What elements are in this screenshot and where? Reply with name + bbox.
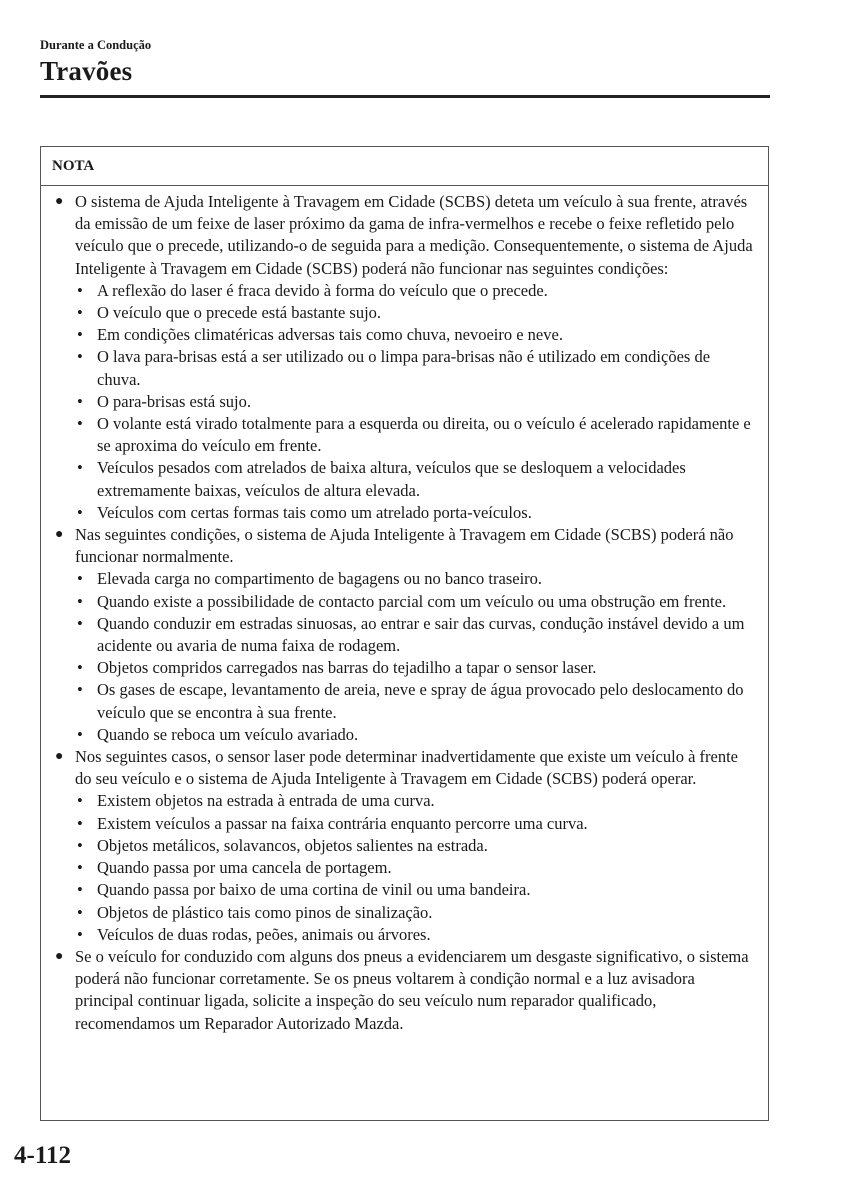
sub-list-item [75, 857, 754, 879]
sub-item-text: A reflexão do laser é fraca devido à forma do veículo que o precede. [97, 280, 548, 300]
sub-item-text: O volante está virado totalmente para a esquerda ou direita, ou o veículo é acelerado rapidamente e se aproxima do veículo em frente. [97, 414, 751, 456]
sub-bullet-icon: • [77, 591, 83, 611]
sub-bullet-icon: • [77, 325, 83, 345]
note-item [51, 946, 754, 1035]
sub-bullet-icon: • [77, 680, 83, 700]
sub-list-item [75, 568, 754, 590]
sub-bullet-icon: • [77, 880, 83, 900]
note-item [51, 191, 754, 524]
note-item-text: Se o veículo for conduzido com alguns dos pneus a evidenciarem um desgaste significativo, o sistema poderá não funcionar corretamente. Se os pneus voltarem à condição normal e a luz avisadora principal continuar ligada, solicite a inspeção do seu veículo num reparador qualificado, recomendamos um Reparador Autorizado Mazda. [75, 946, 749, 1033]
sub-item-text: Veículos com certas formas tais como um atrelado porta-veículos. [97, 502, 532, 522]
sub-list [75, 280, 754, 524]
sub-list-item [75, 924, 754, 946]
sub-list-item [75, 657, 754, 679]
sub-bullet-icon: • [77, 280, 83, 300]
sub-list-item [75, 902, 754, 924]
page-title: Travões [40, 56, 133, 86]
sub-item-text: Veículos de duas rodas, peões, animais ou árvores. [97, 924, 431, 944]
sub-list-item [75, 391, 754, 413]
sub-list-item [75, 457, 754, 501]
sub-bullet-icon: • [77, 791, 83, 811]
sub-item-text: O lava para-brisas está a ser utilizado ou o limpa para-brisas não é utilizado em condições de chuva. [97, 347, 711, 389]
sub-item-text: Quando se reboca um veículo avariado. [97, 724, 359, 744]
sub-bullet-icon: • [77, 502, 83, 522]
sub-list-item [75, 591, 754, 613]
sub-item-text: Objetos metálicos, solavancos, objetos salientes na estrada. [97, 835, 488, 855]
sub-bullet-icon: • [77, 613, 83, 633]
note-item-text: Nos seguintes casos, o sensor laser pode determinar inadvertidamente que existe um veículo à frente do seu veículo e o sistema de Ajuda Inteligente à Travagem em Cidade (SCBS) poderá operar. [75, 747, 738, 789]
sub-list-item [75, 790, 754, 812]
sub-bullet-icon: • [77, 724, 83, 744]
sub-item-text: Quando conduzir em estradas sinuosas, ao entrar e sair das curvas, condução instável devido a um acidente ou avaria de numa faixa de rodagem. [97, 613, 745, 656]
sub-bullet-icon: • [77, 858, 83, 878]
sub-bullet-icon: • [77, 347, 83, 367]
sub-bullet-icon: • [77, 391, 83, 411]
sub-item-text: Elevada carga no compartimento de bagagens ou no banco traseiro. [97, 569, 543, 589]
page-number: 4-112 [14, 1142, 71, 1169]
sub-item-text: Objetos compridos carregados nas barras do tejadilho a tapar o sensor laser. [97, 658, 597, 678]
sub-item-text: O veículo que o precede está bastante sujo. [97, 303, 382, 323]
sub-item-text: Existem veículos a passar na faixa contrária enquanto percorre uma curva. [97, 813, 588, 833]
note-body [41, 186, 768, 1035]
sub-list [75, 790, 754, 945]
sub-item-text: Veículos pesados com atrelados de baixa altura, veículos que se desloquem a velocidades extremamente baixas, veículos de altura elevada. [97, 458, 686, 500]
note-item [51, 524, 754, 746]
bullet-icon: ● [55, 749, 64, 765]
sub-list-item [75, 679, 754, 723]
note-item-text: Nas seguintes condições, o sistema de Ajuda Inteligente à Travagem em Cidade (SCBS) poderá não funcionar normalmente. [75, 525, 734, 567]
sub-bullet-icon: • [77, 835, 83, 855]
sub-item-text: Quando passa por uma cancela de portagem. [97, 858, 392, 878]
sub-list-item [75, 813, 754, 835]
sub-bullet-icon: • [77, 569, 83, 589]
sub-item-text: O para-brisas está sujo. [97, 391, 251, 411]
bullet-icon: ● [55, 527, 64, 543]
sub-bullet-icon: • [77, 658, 83, 678]
sub-list-item [75, 280, 754, 302]
note-title: NOTA [41, 147, 768, 186]
sub-list-item [75, 613, 754, 657]
sub-list-item [75, 346, 754, 390]
note-item-text: O sistema de Ajuda Inteligente à Travagem em Cidade (SCBS) deteta um veículo à sua frente, através da emissão de um feixe de laser próximo da gama de infra-vermelhos e recebe o feixe refletido pelo veículo que o precede, utilizando-o de seguida para a medição. Consequentemente, o sistema de Ajuda Inteligente à Travagem em Cidade (SCBS) poderá não funcionar nas seguintes condições: [75, 192, 753, 278]
sub-item-text: Quando passa por baixo de uma cortina de vinil ou uma bandeira. [97, 880, 531, 900]
sub-list [75, 568, 754, 746]
sub-list-item [75, 324, 754, 346]
sub-list-item [75, 302, 754, 324]
sub-list-item [75, 413, 754, 457]
sub-item-text: Objetos de plástico tais como pinos de sinalização. [97, 902, 433, 922]
sub-bullet-icon: • [77, 458, 83, 478]
bullet-icon: ● [55, 948, 64, 964]
title-divider [40, 95, 770, 98]
sub-list-item [75, 879, 754, 901]
bullet-icon: ● [55, 194, 64, 209]
sub-bullet-icon: • [77, 813, 83, 833]
sub-item-text: Existem objetos na estrada à entrada de uma curva. [97, 791, 435, 811]
note-box [40, 146, 769, 1121]
sub-bullet-icon: • [77, 303, 83, 323]
note-list [51, 191, 754, 1035]
sub-item-text: Em condições climatéricas adversas tais como chuva, nevoeiro e neve. [97, 325, 563, 345]
sub-list-item [75, 724, 754, 746]
sub-list-item [75, 502, 754, 524]
section-label: Durante a Condução [40, 38, 152, 52]
sub-bullet-icon: • [77, 902, 83, 922]
sub-bullet-icon: • [77, 924, 83, 944]
sub-item-text: Os gases de escape, levantamento de areia, neve e spray de água provocado pelo deslocamento do veículo que se encontra à sua frente. [97, 680, 744, 722]
sub-item-text: Quando existe a possibilidade de contacto parcial com um veículo ou uma obstrução em frente. [97, 591, 727, 611]
note-item [51, 746, 754, 946]
sub-bullet-icon: • [77, 414, 83, 434]
sub-list-item [75, 835, 754, 857]
